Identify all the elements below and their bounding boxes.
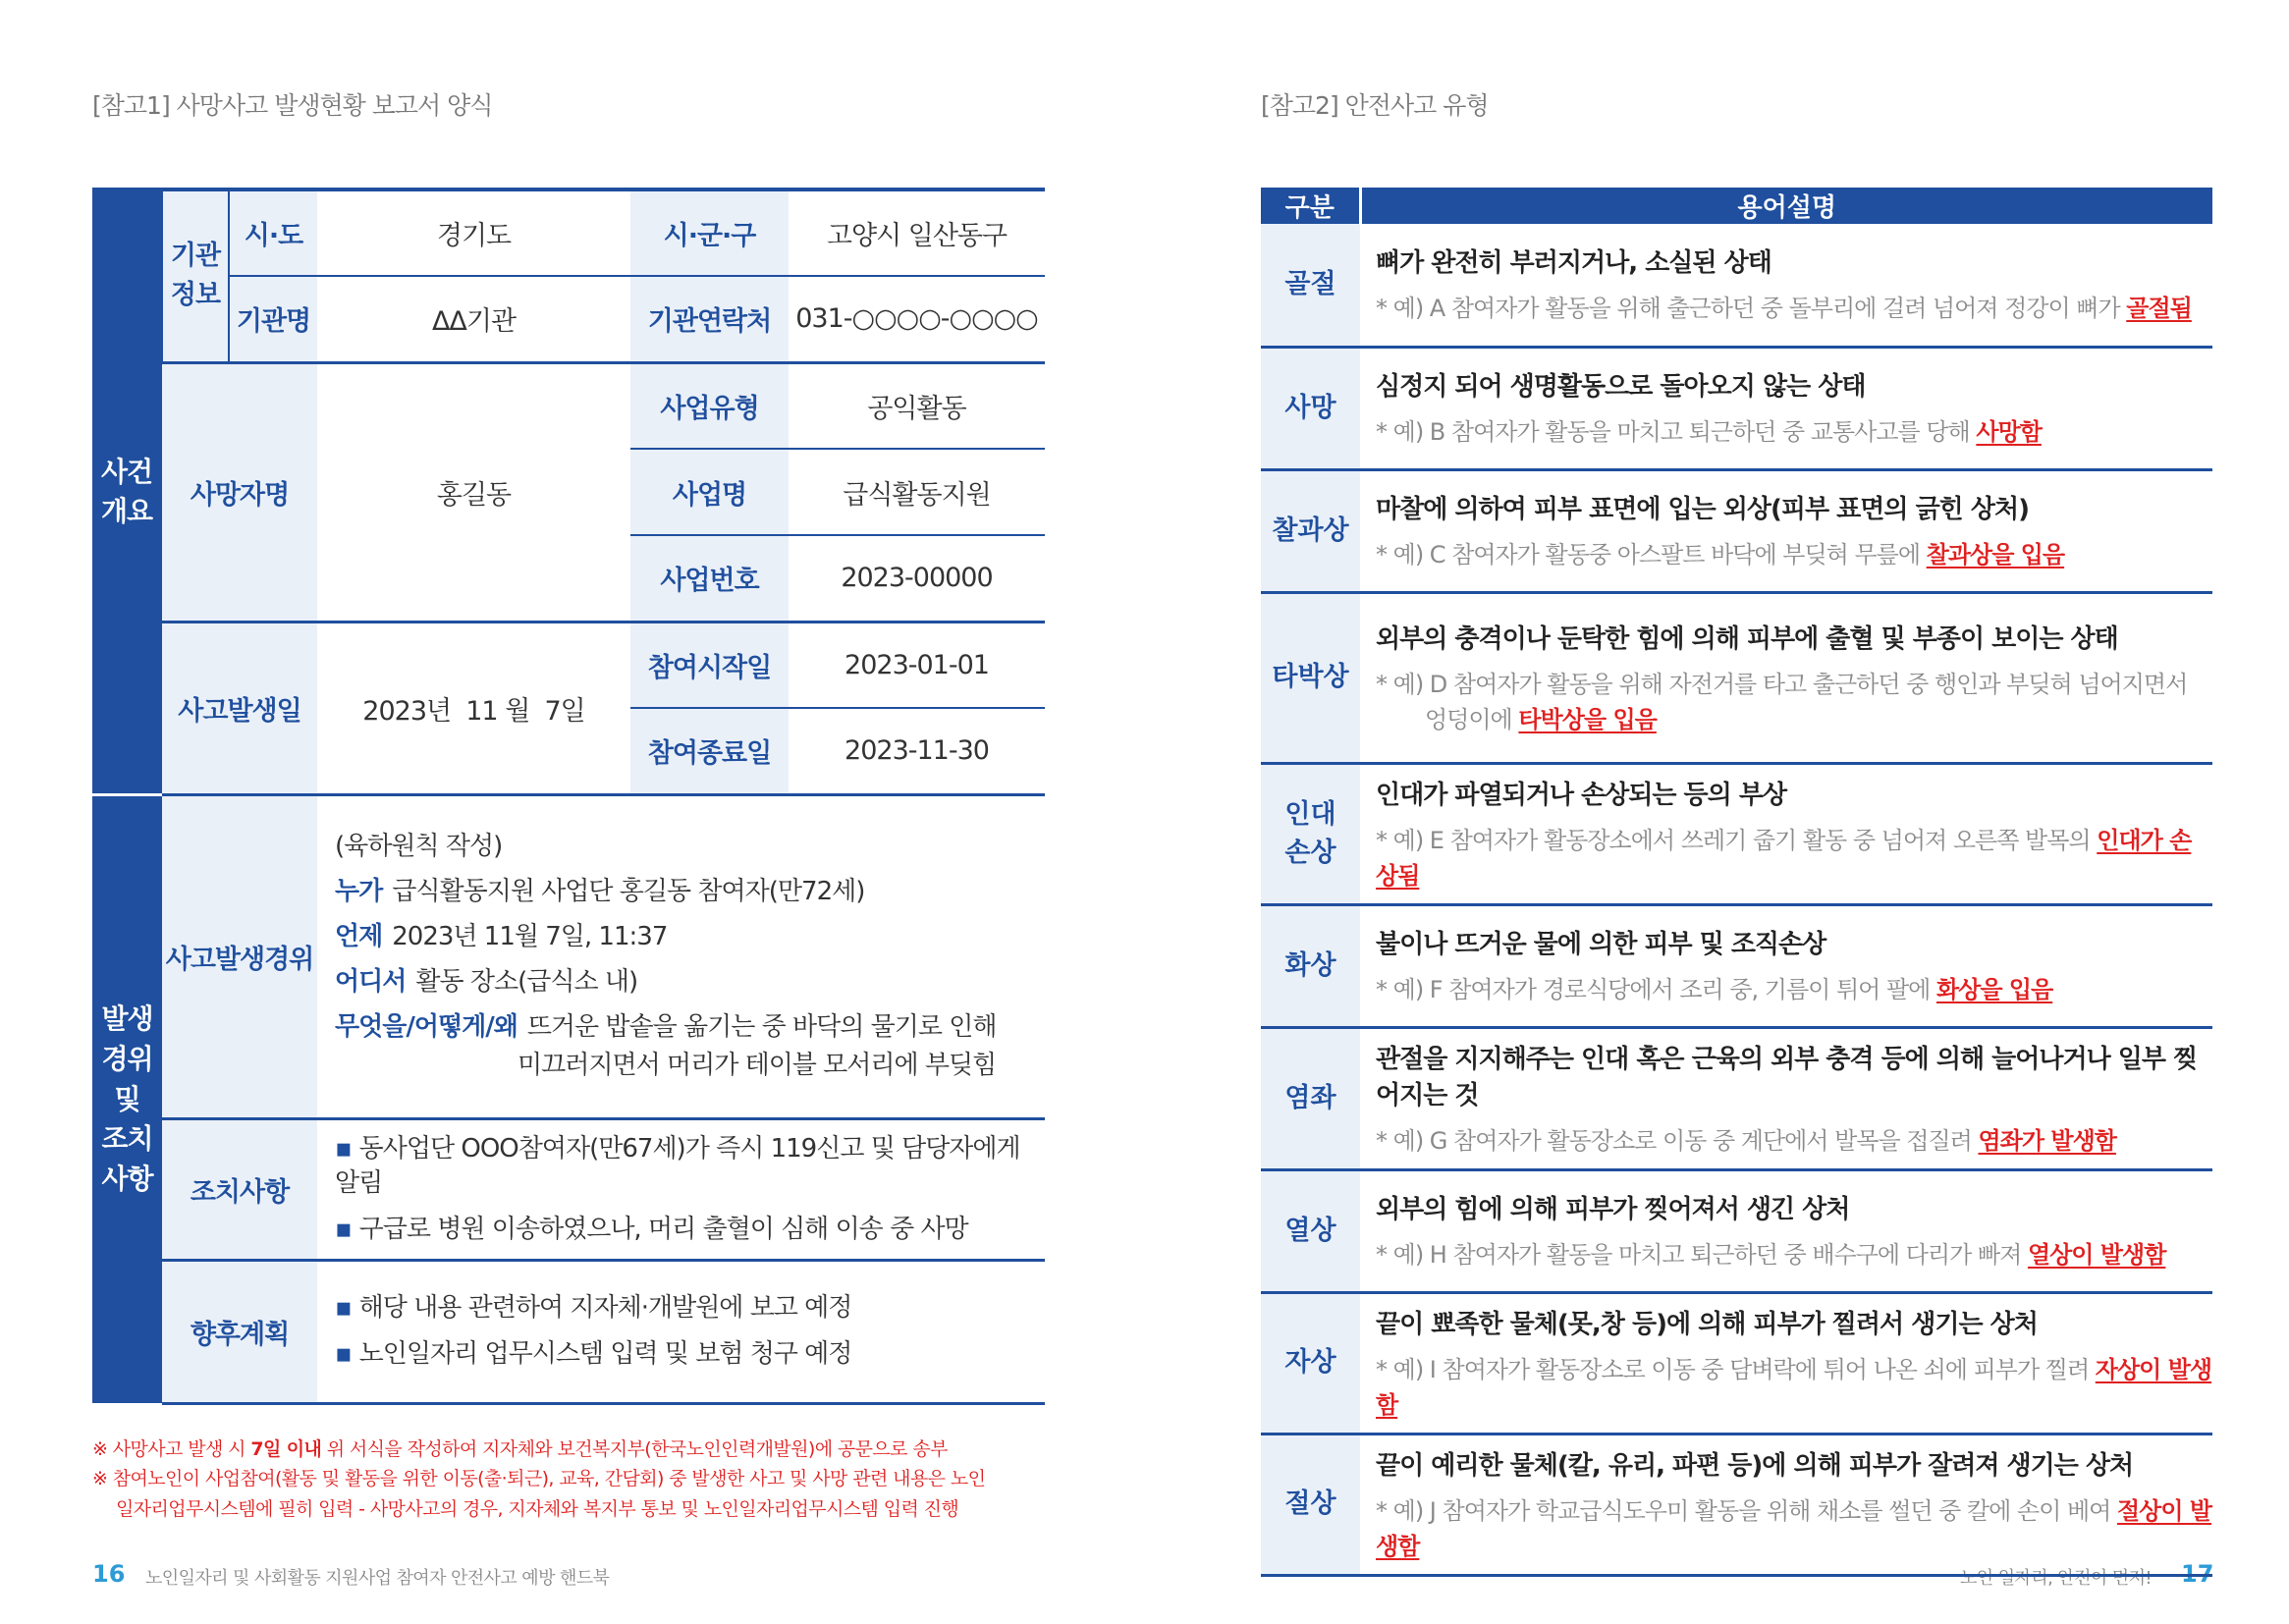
left-page-header: [참고1] 사망사고 발생현황 보고서 양식	[92, 91, 493, 120]
plan-item: ▪ 노인일자리 업무시스템 입력 및 보험 청구 예정	[335, 1339, 852, 1370]
accident-type-row	[1261, 592, 2212, 763]
project-name-value: 급식활동지원	[789, 449, 1045, 535]
highlighted-outcome: 사망함	[1976, 418, 2042, 446]
example-text: * 예) D 참여자가 활동을 위해 자전거를 타고 출근하던 중 행인과 부딪혀 넘어지면서 엉덩이에 타박상을 입음	[1376, 670, 2188, 733]
plan-item: ▪ 해당 내용 관련하여 지자체·개발원에 보고 예정	[335, 1293, 852, 1324]
page-number-left: 16	[92, 1560, 126, 1588]
definition-text: 외부의 충격이나 둔탁한 힘에 의해 피부에 출혈 및 부종이 보이는 상태	[1376, 623, 2118, 654]
example-text: * 예) G 참여자가 활동장소로 이동 중 계단에서 발목을 접질려 염좌가 발생함	[1376, 1126, 2116, 1155]
accident-type-description	[1360, 469, 2212, 592]
accident-type-row	[1261, 1292, 2212, 1434]
example-text: * 예) E 참여자가 활동장소에서 쓰레기 줍기 활동 중 넘어져 오른쪽 발목의 인대가 손상됨	[1376, 826, 2192, 890]
accident-type-description	[1360, 1292, 2212, 1434]
project-type-label: 사업유형	[630, 362, 789, 449]
example-text: * 예) A 참여자가 활동을 위해 출근하던 중 돌부리에 걸려 넘어져 정강이 뼈가 골절됨	[1376, 295, 2192, 323]
highlighted-outcome: 자상이 발생함	[1376, 1355, 2212, 1419]
accident-type-name: 인대 손상	[1261, 763, 1360, 904]
agency-contact-value: 031-○○○○-○○○○	[789, 276, 1045, 362]
accident-type-row	[1261, 1169, 2212, 1292]
start-date-label: 참여시작일	[630, 622, 789, 708]
accident-type-name: 찰과상	[1261, 469, 1360, 592]
accident-type-name: 열상	[1261, 1169, 1360, 1292]
example-text: * 예) J 참여자가 학교급식도우미 활동을 위해 채소를 썰던 중 칼에 손이 베여 절상이 발생함	[1376, 1496, 2212, 1560]
definition-text: 끝이 뾰족한 물체(못,창 등)에 의해 피부가 찔려서 생기는 상처	[1376, 1309, 2038, 1339]
definition-text: 관절을 지지해주는 인대 혹은 근육의 외부 충격 등에 의해 늘어나거나 일부 찢어지는 것	[1376, 1044, 2198, 1110]
plan-label: 향후계획	[162, 1260, 317, 1403]
sido-value: 경기도	[317, 189, 630, 276]
highlighted-outcome: 찰과상을 입음	[1926, 541, 2065, 568]
agency-info-label: 기관 정보	[162, 189, 229, 362]
who-keyword: 누가	[335, 876, 383, 906]
accident-type-description	[1360, 1169, 2212, 1292]
accident-type-row	[1261, 1434, 2212, 1575]
accident-type-name: 골절	[1261, 224, 1360, 347]
footnote-2: ※ 참여노인이 사업참여(활동 및 활동을 위한 이동(출·퇴근), 교육, 간담회) 중 발생한 사고 및 사망 관련 내용은 노인	[92, 1468, 986, 1490]
accident-type-row	[1261, 1027, 2212, 1169]
sido-label: 시·도	[229, 189, 317, 276]
action-item: ▪ 구급로 병원 이송하였으나, 머리 출혈이 심해 이송 중 사망	[335, 1214, 968, 1244]
accident-type-name: 타박상	[1261, 592, 1360, 763]
accident-type-description	[1360, 1434, 2212, 1575]
footnote-2-cont: 일자리업무시스템에 필히 입력 - 사망사고의 경우, 지자체와 복지부 통보 및 노인일자리업무시스템 입력 진행	[116, 1497, 959, 1520]
highlighted-outcome: 화상을 입음	[1935, 976, 2053, 1003]
start-date-value: 2023-01-01	[789, 622, 1045, 708]
footnote-1: ※ 사망사고 발생 시 7일 이내 위 서식을 작성하여 지자체와 보건복지부(한국노인인력개발원)에 공문으로 송부	[92, 1438, 948, 1460]
accident-type-name: 염좌	[1261, 1027, 1360, 1169]
example-text: * 예) I 참여자가 활동장소로 이동 중 담벼락에 튀어 나온 쇠에 피부가 찔려 자상이 발생함	[1376, 1355, 2212, 1419]
accident-type-description	[1360, 1027, 2212, 1169]
plan-list	[317, 1260, 1045, 1403]
highlighted-outcome: 타박상을 입음	[1518, 705, 1657, 733]
highlighted-outcome: 인대가 손상됨	[1376, 826, 2192, 890]
circumstance-label: 사고발생경위	[162, 794, 317, 1118]
accident-type-row	[1261, 469, 2212, 592]
accident-type-row	[1261, 347, 2212, 469]
accident-type-row	[1261, 224, 2212, 347]
what-text-1: 뜨거운 밥솥을 옮기는 중 바닥의 물기로 인해	[526, 1012, 997, 1043]
circumstance-intro: (육하원칙 작성)	[335, 831, 503, 861]
page-number-right: 17	[2181, 1560, 2214, 1588]
accident-type-name: 절상	[1261, 1434, 1360, 1575]
example-text: * 예) F 참여자가 경로식당에서 조리 중, 기름이 튀어 팔에 화상을 입음	[1376, 976, 2053, 1003]
death-report-table	[92, 188, 1045, 1405]
accident-type-description	[1360, 347, 2212, 469]
project-no-value: 2023-00000	[789, 535, 1045, 622]
accident-type-description	[1360, 224, 2212, 347]
agency-contact-label: 기관연락처	[630, 276, 789, 362]
accident-type-row	[1261, 763, 2212, 904]
header-category: 구분	[1261, 188, 1360, 224]
end-date-label: 참여종료일	[630, 708, 789, 794]
circumstance-detail	[317, 794, 1045, 1118]
who-text: 급식활동지원 사업단 홍길동 참여자(만72세)	[392, 876, 865, 906]
highlighted-outcome: 염좌가 발생함	[1978, 1126, 2116, 1155]
accident-date-label: 사고발생일	[162, 622, 317, 794]
action-label: 조치사항	[162, 1118, 317, 1260]
right-page-header: [참고2] 안전사고 유형	[1261, 91, 1489, 120]
where-keyword: 어디서	[335, 967, 407, 997]
what-keyword: 무엇을/어떻게/왜	[335, 1012, 518, 1043]
definition-text: 인대가 파열되거나 손상되는 등의 부상	[1376, 780, 1787, 810]
accident-type-name: 화상	[1261, 904, 1360, 1027]
definition-text: 외부의 힘에 의해 피부가 찢어져서 생긴 상처	[1376, 1195, 1850, 1224]
header-description: 용어설명	[1360, 188, 2212, 224]
accident-type-name: 자상	[1261, 1292, 1360, 1434]
definition-text: 뼈가 완전히 부러지거나, 소실된 상태	[1376, 248, 1771, 279]
action-list	[317, 1118, 1045, 1260]
sigungu-label: 시·군·구	[630, 189, 789, 276]
end-date-value: 2023-11-30	[789, 708, 1045, 794]
example-text: * 예) C 참여자가 활동중 아스팔트 바닥에 부딪혀 무릎에 찰과상을 입음	[1376, 541, 2065, 568]
agency-name-label: 기관명	[229, 276, 317, 362]
action-item: ▪ 동사업단 OOO참여자(만67세)가 즉시 119신고 및 담당자에게 알림	[335, 1133, 1020, 1198]
group-circumstances-actions: 발생 경위 및 조치 사항	[92, 794, 162, 1403]
footer-title-right: 노인 일자리, 안전이 먼저!	[1960, 1568, 2152, 1589]
project-name-label: 사업명	[630, 449, 789, 535]
highlighted-outcome: 절상이 발생함	[1376, 1496, 2212, 1560]
sigungu-value: 고양시 일산동구	[789, 189, 1045, 276]
deceased-value: 홍길동	[317, 362, 630, 622]
example-text: * 예) H 참여자가 활동을 마치고 퇴근하던 중 배수구에 다리가 빠져 열상이 발생함	[1376, 1241, 2166, 1269]
when-text: 2023년 11월 7일, 11:37	[392, 921, 668, 951]
footer-title-left: 노인일자리 및 사회활동 지원사업 참여자 안전사고 예방 핸드북	[145, 1568, 610, 1589]
accident-types-table	[1261, 188, 2212, 1577]
highlighted-outcome: 골절됨	[2126, 295, 2192, 323]
definition-text: 심정지 되어 생명활동으로 돌아오지 않는 상태	[1376, 372, 1866, 402]
agency-name-value: ΔΔ기관	[317, 276, 630, 362]
accident-type-description	[1360, 592, 2212, 763]
project-no-label: 사업번호	[630, 535, 789, 622]
example-text: * 예) B 참여자가 활동을 마치고 퇴근하던 중 교통사고를 당해 사망함	[1376, 418, 2042, 446]
accident-types-body	[1261, 224, 2212, 1575]
definition-text: 마찰에 의하여 피부 표면에 입는 외상(피부 표면의 긁힌 상처)	[1376, 495, 2029, 524]
what-text-2: 미끄러지면서 머리가 테이블 모서리에 부딪힘	[518, 1051, 997, 1081]
deceased-label: 사망자명	[162, 362, 317, 622]
project-type-value: 공익활동	[789, 362, 1045, 449]
when-keyword: 언제	[335, 921, 383, 951]
footnotes	[92, 1435, 1055, 1524]
accident-type-description	[1360, 763, 2212, 904]
accident-type-name: 사망	[1261, 347, 1360, 469]
definition-text: 끝이 예리한 물체(칼, 유리, 파편 등)에 의해 피부가 잘려져 생기는 상처	[1376, 1450, 2134, 1481]
accident-type-description	[1360, 904, 2212, 1027]
where-text: 활동 장소(급식소 내)	[415, 967, 638, 997]
accident-date-value: 2023년 11 월 7일	[317, 622, 630, 794]
definition-text: 불이나 뜨거운 물에 의한 피부 및 조직손상	[1376, 930, 1826, 959]
highlighted-outcome: 열상이 발생함	[2027, 1241, 2166, 1269]
accident-type-row	[1261, 904, 2212, 1027]
group-incident-overview: 사건 개요	[92, 189, 162, 794]
